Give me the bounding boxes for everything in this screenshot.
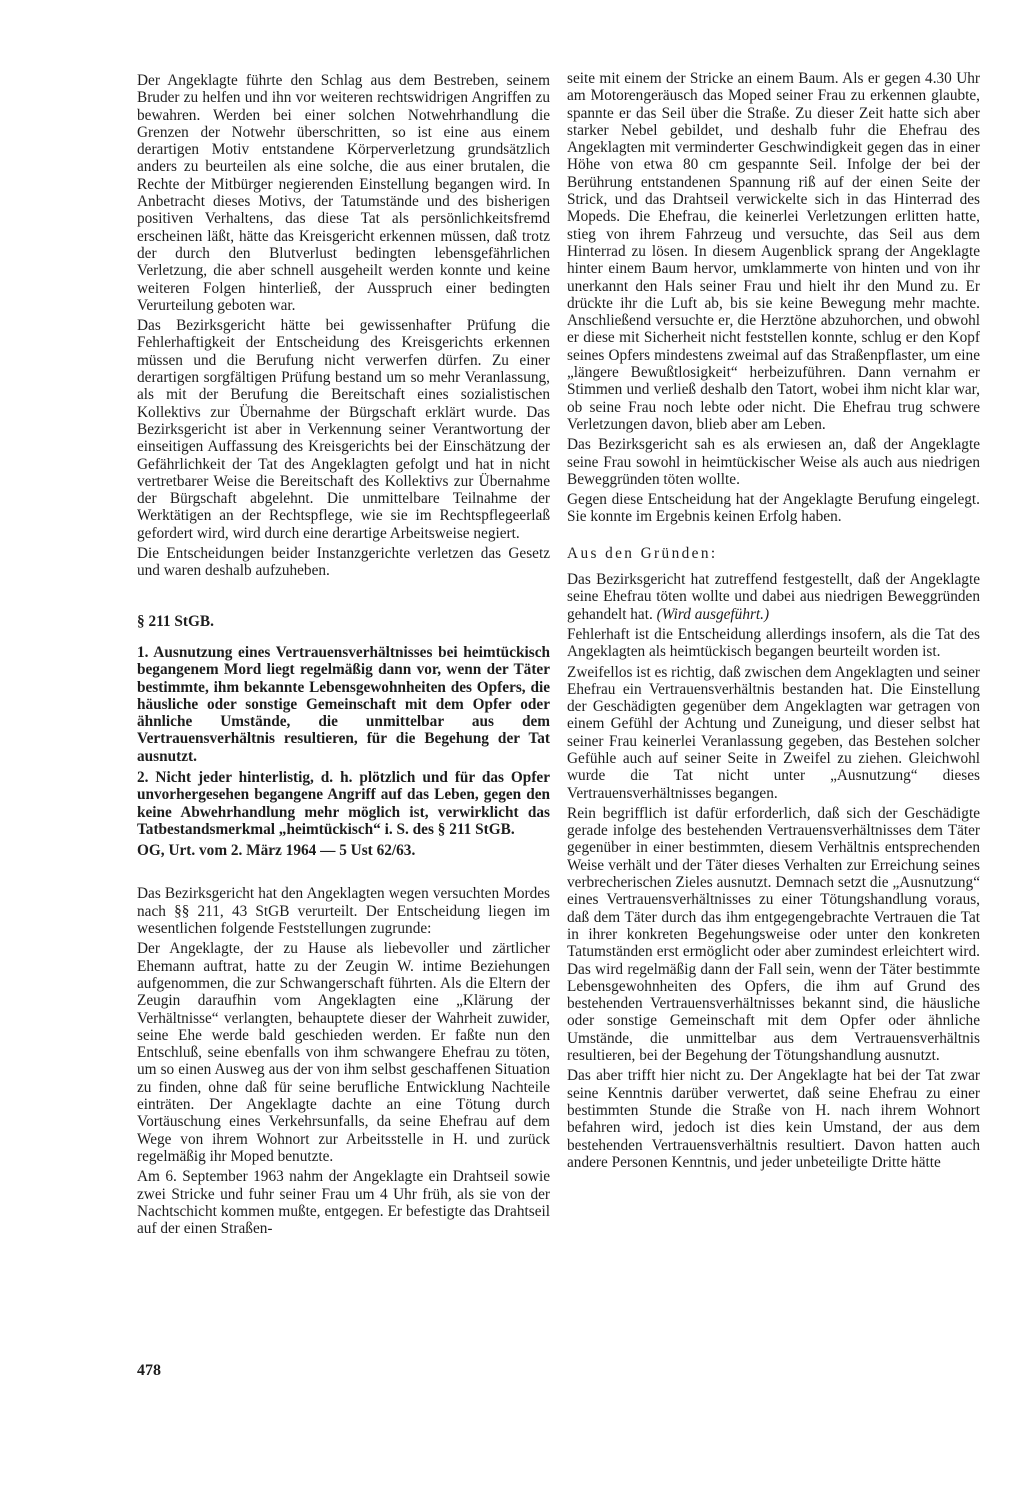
paragraph: Die Entscheidungen beider Instanzgerichte verletzen das Gesetz und waren deshalb aufzuheben. xyxy=(137,545,550,580)
italic-note: (Wird ausgeführt.) xyxy=(656,605,770,623)
left-column xyxy=(137,72,550,1240)
paragraph: Das Bezirksgericht sah es als erwiesen an, daß der Angeklagte seine Frau sowohl in heimtückischer Weise als auch aus niedrigen Beweggründen töten wollte. xyxy=(567,436,980,488)
paragraph: Zweifellos ist es richtig, daß zwischen dem Angeklagten und seiner Ehefrau ein Vertrauensverhältnis bestanden hat. Die Einstellung der Geschädigten gegenüber dem Angeklagten war getragen von einem Gefühl der Achtung und Zuneigung, und dieser selbst hat seiner Frau keinerlei Veranlassung gegeben, das Bestehen solcher Gefühle auch auf seiner Seite in Zweifel zu ziehen. Gleichwohl wurde die Tat nicht unter „Ausnutzung“ dieses Vertrauensverhältnisses begangen. xyxy=(567,663,980,802)
citation: OG, Urt. vom 2. März 1964 — 5 Ust 62/63. xyxy=(137,842,416,860)
paragraph: Der Angeklagte, der zu Hause als liebevoller und zärtlicher Ehemann auftrat, hatte zu der Zeugin W. intime Beziehungen aufgenommen, die zur Schwangerschaft führten. Als die Eltern der Zeugin daraufhin vom Angeklagten eine „Klärung der Verhältnisse“ verlangten, behauptete dieser der Wahrheit zuwider, seine Ehe werde bald geschieden werden. Er faßte nun den Entschluß, seine ebenfalls von ihm schwangere Ehefrau zu töten, um so einen Ausweg aus der von ihm selbst geschaffenen Situation zu finden, ohne daß für seine berufliche Entwicklung Nachteile einträten. Der Angeklagte dachte an eine Tötung durch Vortäuschung eines Verkehrsunfalls, da seine Ehefrau auf dem Wege von ihrem Wohnort zur Arbeitsstelle in H. und zurück regelmäßig ihr Moped benutzte. xyxy=(137,940,550,1165)
page-number: 478 xyxy=(137,1362,161,1379)
paragraph: Gegen diese Entscheidung hat der Angeklagte Berufung eingelegt. Sie konnte im Ergebnis keinen Erfolg haben. xyxy=(567,491,980,526)
paragraph: Am 6. September 1963 nahm der Angeklagte ein Drahtseil sowie zwei Stricke und fuhr seiner Frau um 4 Uhr früh, als sie von der Nachtschicht kommen mußte, entgegen. Er befestigte das Drahtseil auf der einen Straßen- xyxy=(137,1168,550,1238)
reasons-heading: Aus den Gründen: xyxy=(567,544,718,562)
headnote: 1. Ausnutzung eines Vertrauensverhältnisses bei heimtückisch begangenem Mord liegt regelmäßig dann vor, wenn der Täter bestimmte, ihm bekannte Lebensgewohnheiten des Opfers, die häusliche oder sonstige Gemeinschaft mit dem Opfer oder ähnliche Umstände, die unmittelbar aus dem Vertrauensverhältnis resultieren, für die Begehung der Tat ausnutzt. xyxy=(137,643,550,765)
right-column xyxy=(567,70,980,1174)
section-title: § 211 StGB. xyxy=(137,612,214,630)
paragraph: Fehlerhaft ist die Entscheidung allerdings insofern, als die Tat des Angeklagten als heimtückisch begangen beurteilt worden ist. xyxy=(567,625,980,661)
paragraph: Das aber trifft hier nicht zu. Der Angeklagte hat bei der Tat zwar seine Kenntnis darüber verwertet, daß seine Ehefrau zu einer bestimmten Stunde die Straße von H. nach ihrem Wohnort befahren wird, jedoch ist dies kein Umstand, der aus dem bestehenden Vertrauensverhältnis resultiert. Davon hatten auch andere Personen Kenntnis, und jeder unbeteiligte Dritte hätte xyxy=(567,1067,980,1171)
paragraph: Der Angeklagte führte den Schlag aus dem Bestreben, seinem Bruder zu helfen und ihn vor weiteren rechtswidrigen Angriffen zu bewahren. Werden bei einer solchen Notwehrhandlung die Grenzen der Notwehr überschritten, so ist eine aus einem derartigen Motiv entstandene Körperverletzung grundsätzlich anders zu beurteilen als eine solche, die aus einer brutalen, die Rechte der Mitbürger negierenden Einstellung begangen wird. In Anbetracht dieses Motivs, der Tatumstände und des bisherigen positiven Verhaltens, das diese Tat als persönlichkeitsfremd erscheinen läßt, hätte das Kreisgericht erkennen müssen, daß trotz der durch den Blutverlust bedingten lebensgefährlichen Verletzung, die aber schnell ausgeheilt werden konnte und keine weiteren Folgen hinterließ, der Ausspruch einer bedingten Verurteilung geboten war. xyxy=(137,72,550,314)
paragraph-text: Das Bezirksgericht hat zutreffend festgestellt, daß der Angeklagte seine Ehefrau töten wollte und dabei aus niedrigen Beweggründen gehandelt hat. xyxy=(567,571,980,623)
paragraph: seite mit einem der Stricke an einem Baum. Als er gegen 4.30 Uhr am Motorengeräusch das Moped seiner Frau zu erkennen glaubte, spannte er das Seil über die Straße. Zu dieser Zeit hatte sich aber starker Nebel gebildet, und deshalb fuhr die Ehefrau des Angeklagten mit verminderter Geschwindigkeit gegen das in einer Höhe von etwa 80 cm gespannte Seil. Infolge der bei der Berührung entstandenen Spannung riß auf der einen Seite der Strick, und das Drahtseil verwickelte sich in das Hinterrad des Mopeds. Die Ehefrau, die keinerlei Verletzungen erlitten hatte, stieg von ihrem Fahrzeug und versuchte, das Seil aus dem Hinterrad zu lösen. In diesem Augenblick sprang der Angeklagte hinter einem Baum hervor, umklammerte von hinten und von ihr unerkannt den Hals seiner Frau und hielt ihr den Mund zu. Er drückte ihr die Luft ab, bis sie keine Bewegung mehr machte. Anschließend versuchte er, die Herztöne abzuhorchen, und obwohl er diese mit Sicherheit nicht feststellen konnte, schlug er den Kopf seines Opfers mindestens zweimal auf das Straßenpflaster, um eine „längere Bewußtlosigkeit“ herbeizuführen. Dann vernahm er Stimmen und verließ deshalb den Tatort, wobei ihm nicht klar war, ob seine Frau noch lebte oder nicht. Die Ehefrau trug schwere Verletzungen davon, blieb aber am Leben. xyxy=(567,70,980,433)
headnote: 2. Nicht jeder hinterlistig, d. h. plötzlich und für das Opfer unvorhergesehen begangene Angriff auf das Leben, gegen den keine Abwehrhandlung mehr möglich ist, verwirklicht das Tatbestandsmerkmal „heimtückisch“ i. S. des § 211 StGB. xyxy=(137,768,550,838)
paragraph xyxy=(567,571,980,623)
paragraph: Rein begrifflich ist dafür erforderlich, daß sich der Geschädigte gerade infolge des bestehenden Vertrauensverhältnisses dem Täter gegenüber in einer bestimmten, diesem Verhältnis entsprechenden Weise verhält und der Täter dieses Verhalten zur Erreichung seines verbrecherischen Zieles ausnutzt. Demnach setzt die „Ausnutzung“ eines Vertrauensverhältnisses zu einer Tötungshandlung voraus, daß dem Täter durch das ihm entgegengebrachte Vertrauen die Tat in ihrer konkreten Begehungsweise oder unter den konkreten Tatumständen erst ermöglicht oder aber zumindest erleichtert wird. Das wird regelmäßig dann der Fall sein, wenn der Täter bestimmte Lebensgewohnheiten des Opfers, die ihm auf Grund des bestehenden Vertrauensverhältnisses bekannt sind, die häusliche oder sonstige Gemeinschaft mit dem Opfer oder ähnliche Umstände, die unmittelbar aus dem Vertrauensverhältnis resultieren, bei der Begehung der Tötungshandlung ausnutzt. xyxy=(567,804,980,1065)
paragraph: Das Bezirksgericht hätte bei gewissenhafter Prüfung die Fehlerhaftigkeit der Entscheidung des Kreisgerichts erkennen müssen und die Berufung nicht verwerfen dürfen. Zu einer derartigen sorgfältigen Prüfung bestand um so mehr Veranlassung, als mit der Berufung die Bereitschaft eines sozialistischen Kollektivs zur Übernahme der Bürgschaft erklärt wurde. Das Bezirksgericht ist aber in Verkennung seiner Verantwortung der einseitigen Auffassung des Kreisgerichts bei der Einschätzung der Gefährlichkeit der Tat des Angeklagten gefolgt und hat in nicht vertretbarer Weise die Bereitschaft des Kollektivs zur Übernahme der Bürgschaft abgelehnt. Die unmittelbare Teilnahme der Werktätigen an der Rechtspflege, wie sie im Rechtspflegeerlaß gefordert wird, wird durch eine derartige Arbeitsweise negiert. xyxy=(137,317,550,542)
paragraph: Das Bezirksgericht hat den Angeklagten wegen versuchten Mordes nach §§ 211, 43 StGB verurteilt. Der Entscheidung liegen im wesentlichen folgende Feststellungen zugrunde: xyxy=(137,885,550,938)
